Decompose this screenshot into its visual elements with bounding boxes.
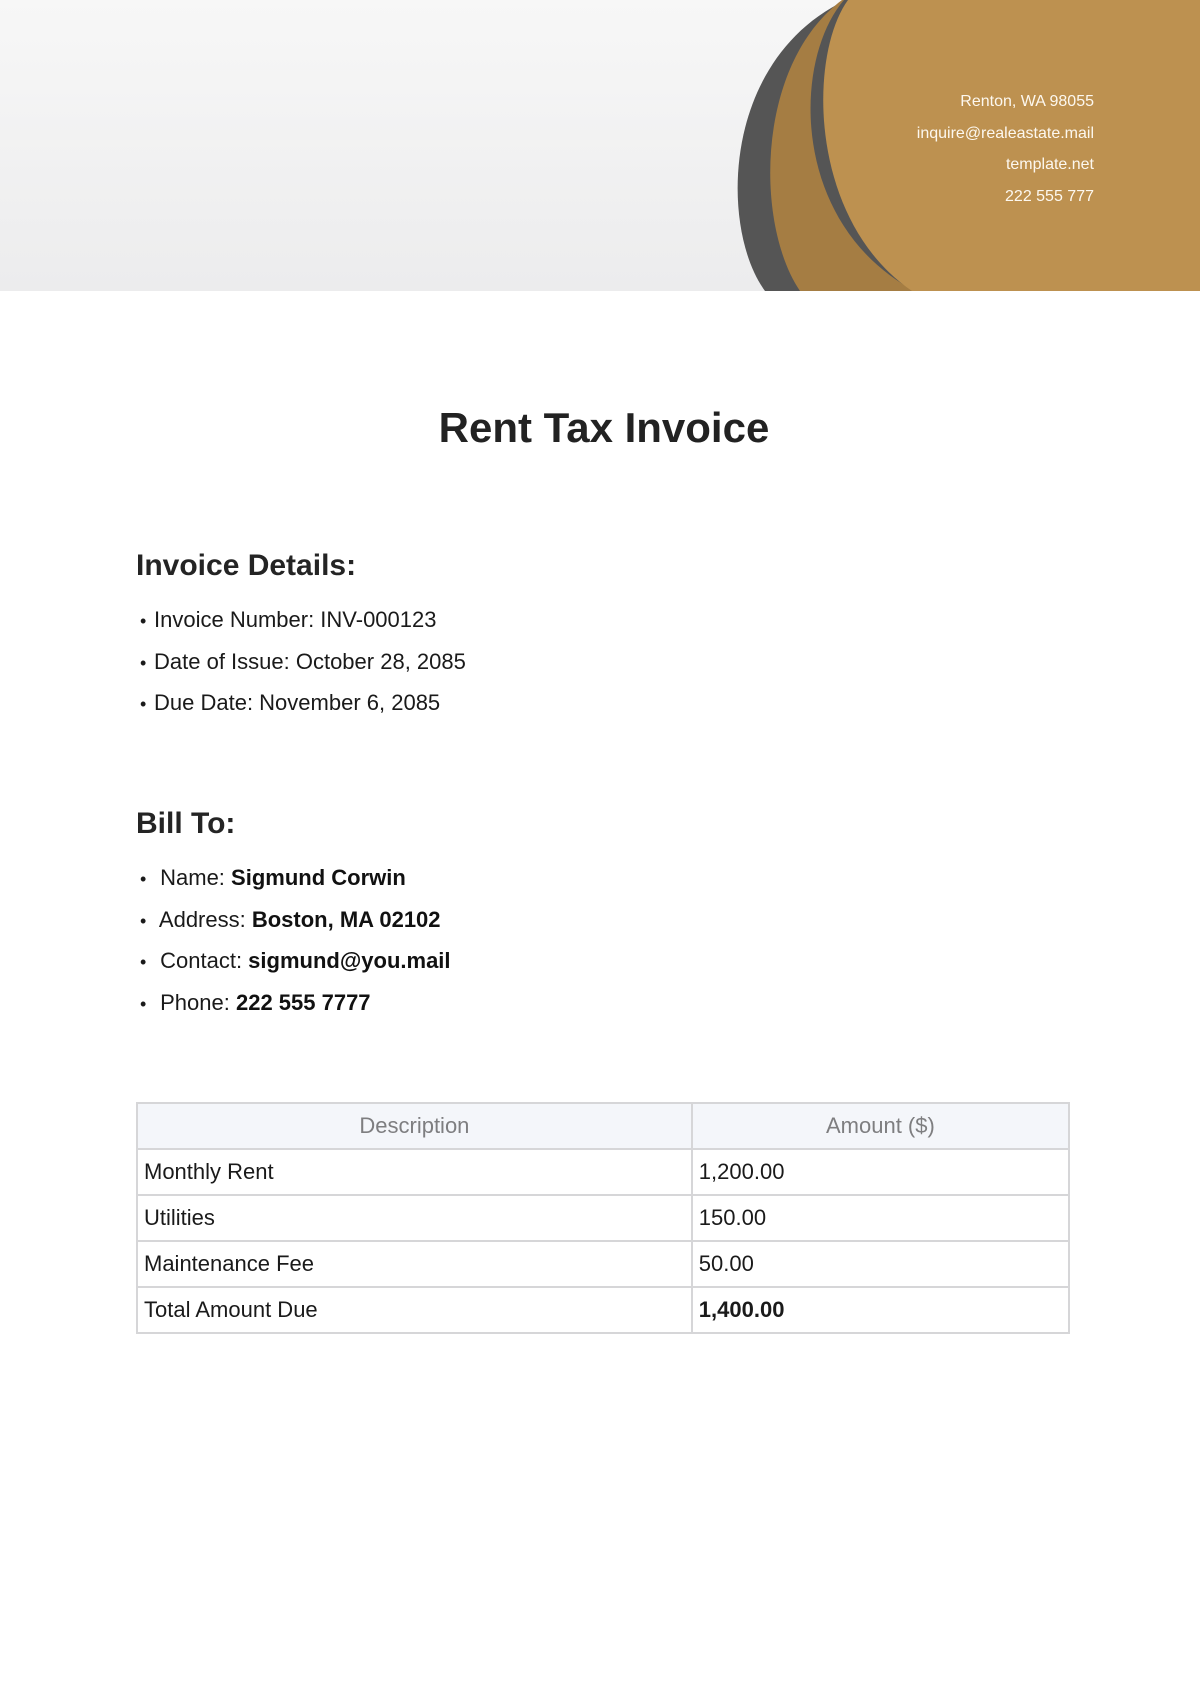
invoice-details-heading: Invoice Details: xyxy=(136,549,357,582)
bill-to-contact-value: sigmund@you.mail xyxy=(248,948,451,973)
bill-to-address-label: Address: xyxy=(158,906,252,932)
header-banner xyxy=(0,0,1200,291)
bill-to-address-value: Boston, MA 02102 xyxy=(251,906,441,932)
bill-to-phone-item xyxy=(140,983,451,1025)
company-email: inquire@realeastate.mail xyxy=(916,124,1094,142)
total-amount: 1,400.00 xyxy=(692,1287,1069,1333)
table-header-row xyxy=(137,1103,1069,1149)
bill-to-list xyxy=(140,858,451,1024)
total-row xyxy=(137,1287,1069,1333)
amount-column-header: Amount ($) xyxy=(692,1103,1069,1149)
invoice-details-list xyxy=(140,600,466,725)
charges-table xyxy=(136,1102,1070,1334)
company-website: template.net xyxy=(1005,156,1094,173)
bill-to-contact-item xyxy=(140,941,451,983)
row-description: Utilities xyxy=(137,1195,692,1241)
bill-to-name-label: Name: xyxy=(160,865,232,890)
bill-to-heading: Bill To: xyxy=(136,807,236,840)
row-amount: 1,200.00 xyxy=(692,1149,1069,1195)
bill-to-phone-label: Phone: xyxy=(160,989,236,1015)
company-contact xyxy=(917,86,1094,212)
bill-to-address-item xyxy=(140,900,451,942)
issue-date-item: • Date of Issue: October 28, 2085 xyxy=(140,642,466,684)
bill-to-contact-label: Contact: xyxy=(160,948,249,973)
bill-to-name-value: Sigmund Corwin xyxy=(231,865,406,890)
table-row xyxy=(137,1195,1069,1241)
due-date-item: • Due Date: November 6, 2085 xyxy=(140,683,466,725)
invoice-number-item: • Invoice Number: INV-000123 xyxy=(140,600,466,642)
total-description: Total Amount Due xyxy=(137,1287,692,1333)
document-title: Rent Tax Invoice xyxy=(438,404,770,451)
bill-to-name-item xyxy=(140,858,451,900)
row-description: Monthly Rent xyxy=(137,1149,692,1195)
description-column-header: Description xyxy=(137,1103,692,1149)
table-row xyxy=(137,1241,1069,1287)
row-description: Maintenance Fee xyxy=(137,1241,692,1287)
company-address: Renton, WA 98055 xyxy=(960,93,1094,110)
company-phone: 222 555 777 xyxy=(1005,187,1094,205)
bill-to-phone-value: 222 555 7777 xyxy=(235,989,371,1015)
row-amount: 150.00 xyxy=(692,1195,1069,1241)
row-amount: 50.00 xyxy=(692,1241,1069,1287)
table-row xyxy=(137,1149,1069,1195)
charges-table-container xyxy=(136,1102,1070,1334)
